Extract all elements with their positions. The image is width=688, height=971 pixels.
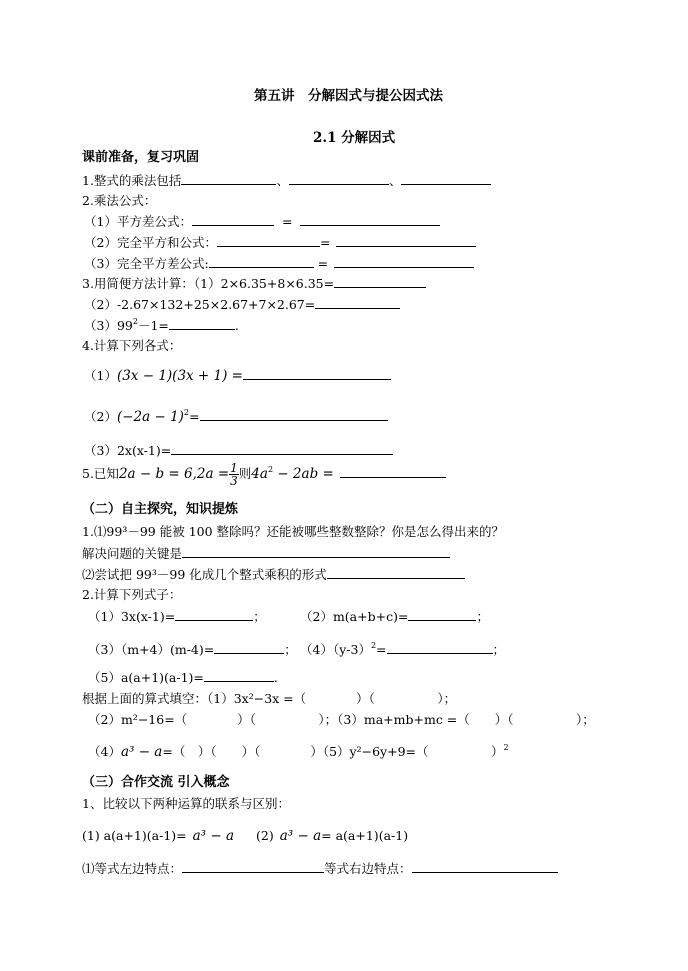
cmp2-expr: a³ − a — [279, 828, 322, 844]
s2-c5-line — [88, 669, 278, 685]
equals: = — [319, 235, 331, 250]
feat-right-text: 等式右边特点： — [324, 861, 412, 876]
fraction-denominator: 3 — [230, 474, 238, 488]
period: . — [273, 670, 278, 685]
q5-line — [82, 462, 446, 487]
q4-text: 4.计算下列各式： — [82, 338, 182, 353]
answer-blank[interactable] — [214, 641, 284, 654]
s2-c4-line — [300, 641, 505, 657]
answer-blank[interactable] — [217, 234, 320, 247]
q2-3-line — [84, 255, 474, 271]
fill-4-pre: （4） — [88, 744, 121, 759]
semicolon: ； — [492, 642, 506, 657]
answer-blank[interactable] — [192, 213, 274, 226]
feat-left-text: ⑴等式左边特点： — [82, 861, 183, 876]
answer-blank[interactable] — [300, 213, 440, 226]
answer-blank[interactable] — [401, 172, 491, 185]
q4-1-expr: (3x − 1)(3x + 1) = — [116, 368, 243, 384]
section1-heading: 课前准备，复习巩固 — [82, 150, 200, 165]
answer-blank[interactable] — [209, 255, 314, 268]
s2-c2-line — [300, 608, 489, 624]
equals: = — [317, 256, 329, 271]
s3-cmp-line — [82, 828, 408, 844]
s2-q1-text: 1.⑴99³－99 能被 100 整除吗？还能被哪些整数整除？你是怎么得出来的？ — [82, 524, 505, 539]
q2-2-text: （2）完全平方和公式： — [84, 235, 217, 250]
answer-blank[interactable] — [175, 608, 253, 621]
answer-blank[interactable] — [182, 545, 450, 558]
answer-blank[interactable] — [334, 275, 426, 288]
q5-expr1: 2a − b = 6,2a = — [118, 466, 230, 482]
cmp1-expr: a³ − a — [192, 828, 235, 844]
exponent: 2 — [132, 317, 138, 326]
page-subtitle: 2.1 分解因式 — [313, 130, 396, 146]
s2-key-text: 解决问题的关键是 — [82, 546, 183, 561]
q4-3-line — [84, 442, 393, 458]
answer-blank[interactable] — [408, 608, 476, 621]
s2-c3-line — [88, 641, 297, 657]
answer-blank[interactable] — [182, 860, 324, 873]
q1-line — [82, 172, 491, 188]
cmp2-text: (2) — [256, 828, 274, 843]
equals: = — [281, 214, 293, 229]
fill-4-expr: a³ − a — [120, 744, 163, 760]
answer-blank[interactable] — [327, 566, 465, 579]
q4-2-label: （2） — [84, 409, 117, 424]
c4-text: （4）（y-3） — [300, 642, 371, 657]
answer-blank[interactable] — [171, 442, 393, 455]
q4-2-line — [84, 408, 388, 425]
equals: = — [376, 642, 387, 657]
semicolon: ； — [476, 609, 489, 624]
answer-blank[interactable] — [412, 860, 558, 873]
s3-feat-line — [82, 860, 558, 876]
cmp2-post: = a(a+1)(a-1) — [321, 828, 409, 843]
q2-1-text: （1）平方差公式： — [84, 214, 192, 229]
q2-text: 2.乘法公式： — [82, 193, 157, 208]
answer-blank[interactable] — [204, 669, 274, 682]
q2-1-line — [84, 213, 440, 229]
section2-heading: （二）自主探究，知识提炼 — [82, 502, 239, 517]
fraction-numerator: 1 — [230, 461, 238, 475]
answer-blank[interactable] — [289, 172, 389, 185]
q3-3-pre: （3）99 — [84, 318, 133, 333]
fill-4-post: =（ ）（ ）（ ）（5）y²−6y+9=（ ） — [162, 744, 504, 759]
semicolon: ； — [284, 642, 297, 657]
answer-blank[interactable] — [169, 317, 235, 330]
s2-q1-2-text: ⑵尝试把 99³－99 化成几个整式乘积的形式 — [82, 567, 327, 582]
page-title: 第五讲 分解因式与提公因式法 — [254, 88, 443, 104]
q5-expr2: 4a — [251, 466, 268, 482]
answer-blank[interactable] — [315, 296, 400, 309]
q3-3-post: －1= — [137, 318, 169, 333]
c1-text: （1）3x(x-1)= — [88, 609, 176, 624]
s2-c1-line — [88, 608, 266, 624]
separator: 、 — [276, 173, 289, 188]
answer-blank[interactable] — [340, 465, 446, 478]
c5-text: （5）a(a+1)(a-1)= — [88, 670, 204, 685]
q1-text: 1.整式的乘法包括 — [82, 173, 182, 188]
separator: 、 — [388, 173, 402, 188]
q3-line — [82, 275, 426, 291]
c3-text: （3）（m+4）(m-4)= — [88, 642, 215, 657]
fill-4-line — [88, 743, 509, 760]
answer-blank[interactable] — [387, 641, 493, 654]
s2-q2-text: 2.计算下列式子： — [82, 587, 182, 602]
period: . — [234, 318, 239, 333]
answer-blank[interactable] — [181, 172, 276, 185]
equals: = — [189, 409, 200, 424]
answer-blank[interactable] — [200, 408, 388, 421]
s2-q1-2-line — [82, 566, 465, 582]
c2-text: （2）m(a+b+c)= — [300, 609, 409, 624]
section3-heading: （三）合作交流 引入概念 — [82, 775, 230, 790]
fraction-one-third — [229, 462, 239, 487]
q2-3-text: （3）完全平方差公式: — [84, 256, 209, 271]
semicolon: ； — [253, 609, 266, 624]
answer-blank[interactable] — [336, 234, 476, 247]
q4-2-expr: (−2a − 1) — [116, 409, 184, 425]
fill-intro-line: 根据上面的算式填空：（1）3x²−3x =（ ）（ ）； — [82, 691, 457, 706]
q5-pre: 5.已知 — [82, 466, 119, 481]
cmp1-text: (1) a(a+1)(a-1)= — [82, 828, 187, 843]
q2-2-line — [84, 234, 476, 250]
q3-3-line — [84, 317, 239, 333]
q4-3-text: （3）2x(x-1)= — [84, 443, 172, 458]
q3-text: 3.用简便方法计算：（1）2×6.35+8×6.35= — [82, 276, 335, 291]
q3-2-text: （2）-2.67×132+25×2.67+7×2.67= — [84, 297, 316, 312]
exponent: 2 — [267, 465, 274, 474]
q5-mid: 则 — [238, 466, 252, 481]
s3-q1-text: 1、比较以下两种运算的联系与区别： — [82, 796, 290, 811]
s2-key-line — [82, 545, 450, 561]
exponent: 2 — [183, 408, 190, 417]
answer-blank[interactable] — [334, 255, 474, 268]
answer-blank[interactable] — [243, 367, 391, 380]
q4-1-line — [84, 367, 391, 384]
q3-2-line — [84, 296, 400, 312]
exponent: 2 — [370, 641, 377, 650]
q4-1-label: （1） — [84, 368, 117, 383]
exponent: 2 — [503, 743, 509, 752]
q5-expr3: − 2ab = — [273, 466, 334, 482]
fill-2-line: （2）m²−16=（ ）（ ）；（3）ma+mb+mc =（ ）（ ）； — [88, 712, 595, 727]
